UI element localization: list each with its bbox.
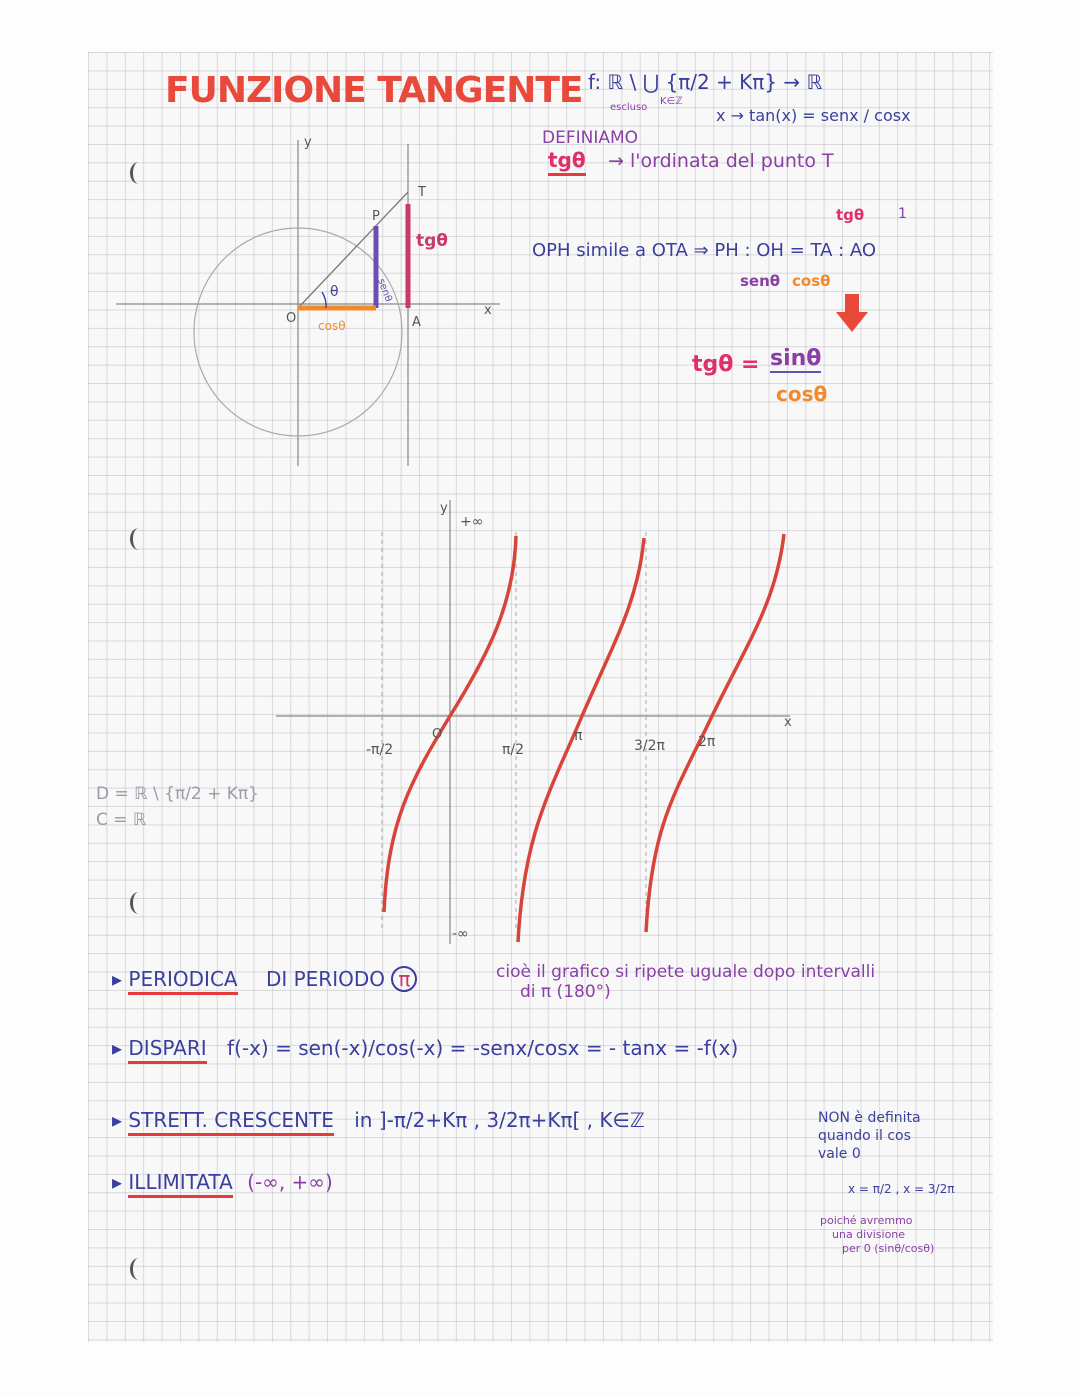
binder-hole	[130, 528, 147, 550]
side-note-3: vale 0	[818, 1146, 861, 1162]
side-note-4: x = π/2 , x = 3/2π	[848, 1182, 955, 1196]
periodica-note-2: di π (180°)	[520, 982, 611, 1002]
minus-infinity-label: -∞	[452, 926, 469, 942]
tg-label: tgθ	[836, 206, 865, 224]
tick-label: -π/2	[366, 742, 394, 758]
tick-label: 2π	[698, 734, 716, 750]
cos-label: cosθ	[792, 272, 831, 290]
side-note-2: quando il cos	[818, 1128, 911, 1144]
tan-definition: x → tan(x) = senx / cosx	[716, 106, 911, 125]
origin-label: O	[286, 311, 297, 326]
tick-label: 3/2π	[634, 738, 665, 754]
period-value: π	[391, 966, 417, 992]
page-title: FUNZIONE TANGENTE	[165, 70, 583, 111]
margin-codomain: C = ℝ	[96, 810, 147, 830]
tg-symbol: tgθ	[548, 148, 586, 176]
graph-origin-label: O	[432, 727, 443, 742]
dispari-expr: f(-x) = sen(-x)/cos(-x) = -senx/cosx = - tanx = -f(x)	[227, 1036, 739, 1060]
margin-domain: D = ℝ \ {π/2 + Kπ}	[96, 784, 259, 804]
escluso-note: escluso	[610, 102, 648, 113]
similarity-relation: OPH simile a OTA ⇒ PH : OH = TA : AO	[532, 240, 877, 261]
formula-denominator: cosθ	[776, 382, 828, 406]
point-t-label: T	[418, 185, 426, 200]
property-dispari: ▸ DISPARI f(-x) = sen(-x)/cos(-x) = -senx/cosx = - tanx = -f(x)	[112, 1036, 738, 1060]
definition-heading: DEFINIAMO	[542, 128, 639, 148]
tg-segment-label: tgθ	[416, 231, 448, 251]
point-p-label: P	[372, 209, 380, 224]
property-crescente: ▸ STRETT. CRESCENTE in ]-π/2+Kπ , 3/2π+Kπ[ , K∈ℤ	[112, 1108, 645, 1132]
periodica-label: PERIODICA	[128, 967, 237, 995]
radius-op	[298, 192, 408, 308]
dispari-label: DISPARI	[128, 1036, 206, 1064]
definition-text: → l'ordinata del punto T	[608, 150, 834, 172]
tick-label: π	[574, 728, 583, 744]
domain-definition: f: ℝ \ ⋃ {π/2 + Kπ} → ℝ	[588, 70, 823, 94]
sen-label: senθ	[740, 272, 781, 290]
property-periodica: ▸ PERIODICA DI PERIODO π	[112, 966, 417, 992]
graph-x-label: x	[784, 715, 792, 730]
one-label: 1	[898, 206, 907, 222]
point-a-label: A	[412, 315, 421, 330]
cos-segment-label: cosθ	[318, 319, 346, 333]
tick-label: π/2	[502, 742, 525, 758]
graph-y-label: y	[440, 501, 448, 516]
circle-x-label: x	[484, 303, 492, 318]
plus-infinity-label: +∞	[460, 514, 484, 530]
formula-lhs: tgθ =	[692, 352, 760, 377]
property-illimitata: ▸ ILLIMITATA (-∞, +∞)	[112, 1170, 333, 1194]
binder-hole	[130, 1258, 147, 1280]
theta-label: θ	[330, 284, 339, 300]
periodica-text: DI PERIODO	[265, 967, 385, 991]
tangent-branch	[646, 534, 784, 932]
illimitata-expr: (-∞, +∞)	[247, 1170, 333, 1194]
side-note-7: per 0 (sinθ/cosθ)	[842, 1242, 935, 1255]
crescente-label: STRETT. CRESCENTE	[128, 1108, 333, 1136]
unit-circle-diagram	[100, 130, 520, 480]
side-note-5: poiché avremmo	[820, 1214, 913, 1227]
circle-y-label: y	[304, 135, 312, 150]
illimitata-label: ILLIMITATA	[128, 1170, 232, 1198]
tangent-graph	[270, 492, 810, 952]
sen-segment-label: senθ	[375, 277, 394, 304]
down-arrow-icon	[834, 292, 870, 334]
periodica-note: cioè il grafico si ripete uguale dopo intervalli	[496, 962, 876, 982]
binder-hole	[130, 892, 147, 914]
formula-numerator: sinθ	[770, 346, 822, 371]
side-note-6: una divisione	[832, 1228, 906, 1241]
side-note-1: NON è definita	[818, 1110, 921, 1126]
k-integer-note: K∈ℤ	[660, 96, 683, 107]
crescente-expr: in ]-π/2+Kπ , 3/2π+Kπ[ , K∈ℤ	[354, 1108, 645, 1132]
